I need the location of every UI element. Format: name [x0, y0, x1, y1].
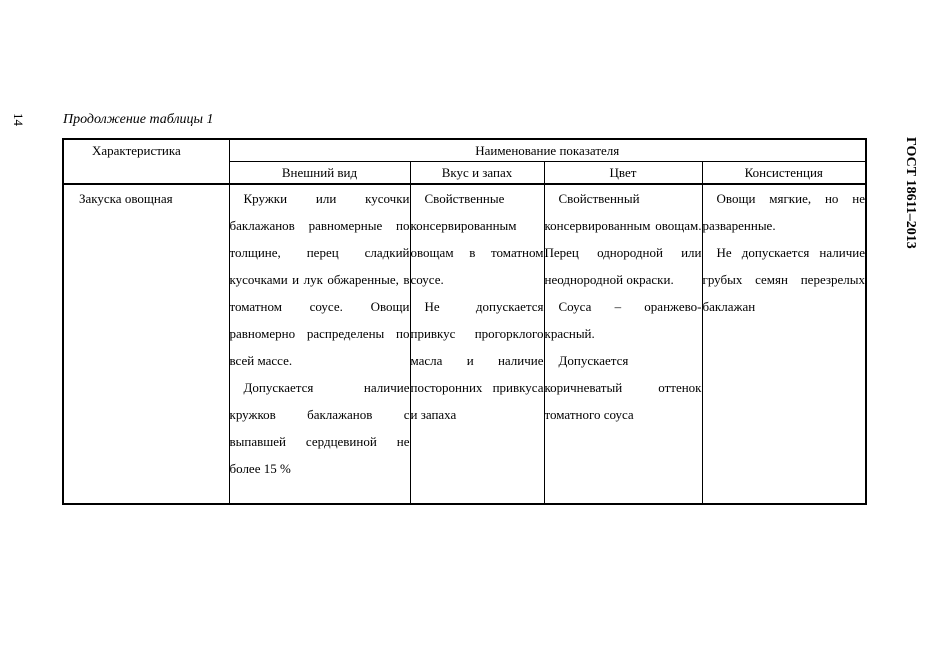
- consistency-text-2: Не допускается наличие грубых семян перезрелых баклажан: [702, 245, 865, 314]
- header-appearance: Внешний вид: [229, 162, 410, 185]
- cell-product-name: Закуска овощная: [63, 184, 229, 504]
- cell-consistency: [702, 184, 866, 504]
- color-text-2: Соуса – оранжево-красный.: [544, 299, 702, 341]
- header-indicator-name: Наименование показателя: [229, 139, 866, 162]
- table-caption: Продолжение таблицы 1: [63, 112, 214, 127]
- header-taste-smell: Вкус и запах: [410, 162, 544, 185]
- header-characteristic: Характеристика: [63, 139, 229, 184]
- page-number: 14: [11, 113, 26, 126]
- standard-designation: ГОСТ 18611–2013: [903, 137, 918, 249]
- cell-taste-smell: [410, 184, 544, 504]
- table-row: [63, 184, 866, 504]
- appearance-text-2: Допускается наличие кружков баклажанов с выпавшей сердцевиной не более 15 %: [229, 380, 410, 476]
- color-text-1: Свойственный консервированным овощам. Перец однородной или неоднородной окраски.: [544, 191, 702, 287]
- indicators-table: [62, 138, 867, 505]
- taste-text-1: Свойственные консервированным овощам в томатном соусе.: [410, 191, 544, 287]
- header-color: Цвет: [544, 162, 702, 185]
- consistency-text-1: Овощи мягкие, но не разваренные.: [702, 191, 865, 233]
- color-text-3: Допускается коричневатый оттенок томатного соуса: [544, 353, 702, 422]
- header-consistency: Консистенция: [702, 162, 866, 185]
- cell-color: [544, 184, 702, 504]
- taste-text-2: Не допускается привкус прогорклого масла и наличие посторонних привкуса и запаха: [410, 299, 544, 422]
- cell-appearance: [229, 184, 410, 504]
- appearance-text-1: Кружки или кусочки баклажанов равномерные по толщине, перец сладкий кусочками и лук обжаренные, в томатном соусе. Овощи равномерно распределены по всей массе.: [229, 191, 410, 368]
